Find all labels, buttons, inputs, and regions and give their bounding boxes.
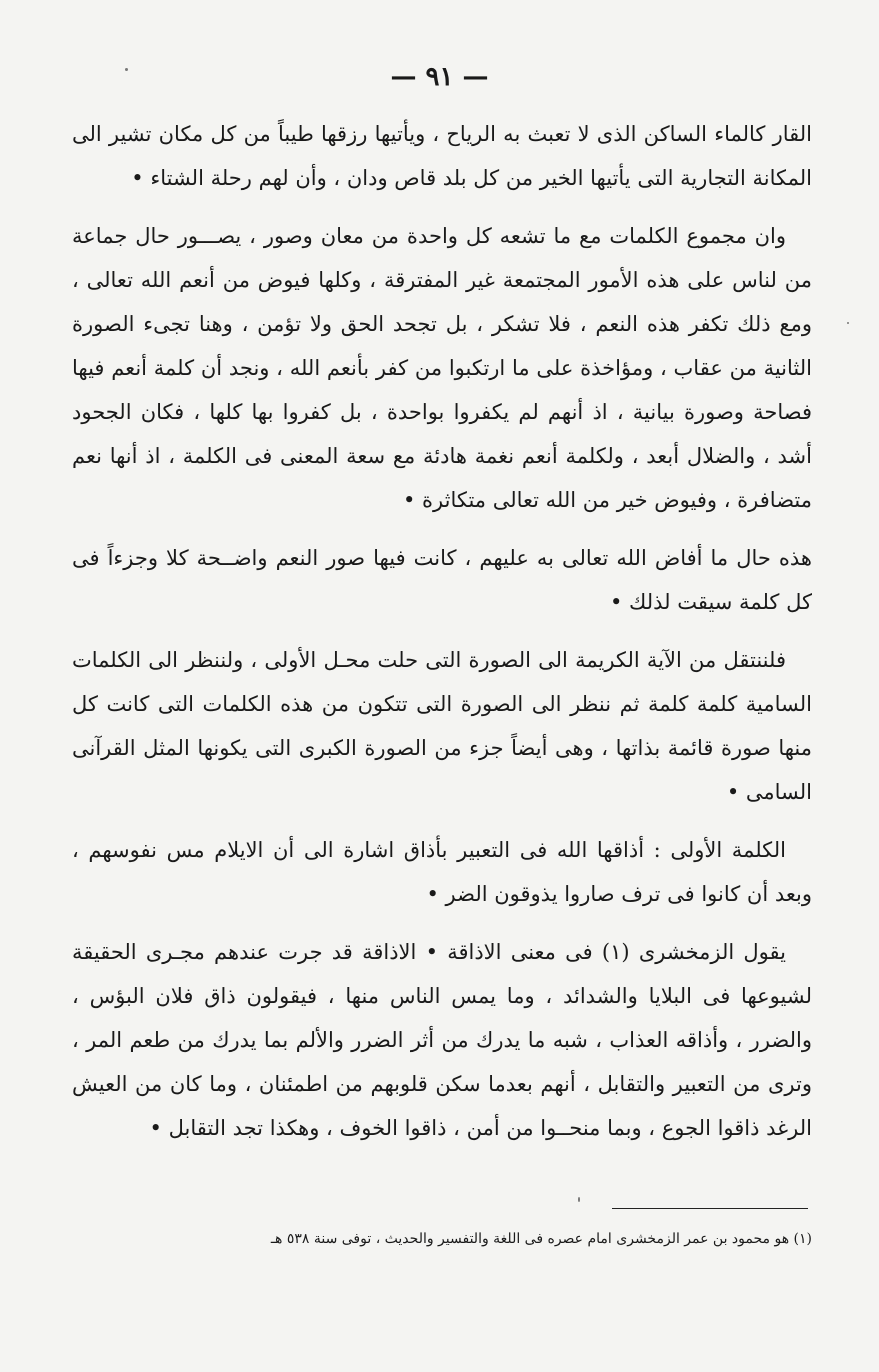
scan-speck bbox=[125, 68, 128, 71]
paragraph: هذه حال ما أفاض الله تعالى به عليهم ، كانت فيها صور النعم واضــحة كلا وجزءاً فى كل كلمة سيقت لذلك • bbox=[72, 546, 812, 614]
paragraph: فلننتقل من الآية الكريمة الى الصورة التى حلت محـل الأولى ، ولننظر الى الكلمات السامية كلمة كلمة ثم ننظر الى الصورة التى تتكون من هذه الكلمات التى كانت كل منها صورة قائمة بذاتها ، وهى أيضاً جزء من الصورة الكبرى التى يكونها المثل القرآنى السامى • bbox=[72, 648, 812, 804]
scan-speck bbox=[578, 1197, 580, 1202]
scan-speck bbox=[847, 322, 849, 324]
paragraph: الكلمة الأولى : أذاقها الله فى التعبير بأذاق اشارة الى أن الايلام مس نفوسهم ، وبعد أن كانوا فى ترف صاروا يذوقون الضر • bbox=[72, 838, 812, 906]
page-number: — ٩١ — bbox=[390, 62, 489, 92]
main-text bbox=[72, 112, 812, 1164]
footnote-divider bbox=[612, 1208, 808, 1209]
footnote: (١) هو محمود بن عمر الزمخشرى امام عصره فى اللغة والتفسير والحديث ، توفى سنة ٥٣٨ هـ bbox=[270, 1231, 812, 1247]
paragraph: وان مجموع الكلمات مع ما تشعه كل واحدة من معان وصور ، يصـــور حال جماعة من لناس على هذه الأمور المجتمعة غير المفترقة ، وكلها فيوض من أنعم الله تعالى ، ومع ذلك تكفر هذه النعم ، فلا تشكر ، بل تجحد الحق ولا تؤمن ، وهنا تجىء الصورة الثانية من عقاب ، ومؤاخذة على ما ارتكبوا من كفر بأنعم الله ، ونجد أن كلمة أنعم فيها فصاحة وصورة بيانية ، اذ أنهم لم يكفروا بواحدة ، بل كفروا بها كلها ، فكان الجحود أشد ، والضلال أبعد ، ولكلمة أنعم نغمة هادئة مع سعة المعنى فى الكلمة ، اذ أنها نعم متضافرة ، وفيوض خير من الله تعالى متكاثرة • bbox=[72, 224, 812, 512]
paragraph: القار كالماء الساكن الذى لا تعبث به الرياح ، ويأتيها رزقها طيباً من كل مكان تشير الى المكانة التجارية التى يأتيها الخير من كل بلد قاص ودان ، وأن لهم رحلة الشتاء • bbox=[72, 122, 812, 190]
paragraph: يقول الزمخشرى (١) فى معنى الاذاقة • الاذاقة قد جرت عندهم مجـرى الحقيقة لشيوعها فى البلايا والشدائد ، وما يمس الناس منها ، فيقولون ذاق فلان البؤس ، والضرر ، وأذاقه العذاب ، شبه ما يدرك من أثر الضرر والألم بما يدرك من طعم المر ، وترى من التعبير والتقابل ، أنهم بعدما سكن قلوبهم من اطمئنان ، وما كان من العيش الرغد ذاقوا الجوع ، وبما منحــوا من أمن ، ذاقوا الخوف ، وهكذا تجد التقابل • bbox=[72, 940, 812, 1140]
